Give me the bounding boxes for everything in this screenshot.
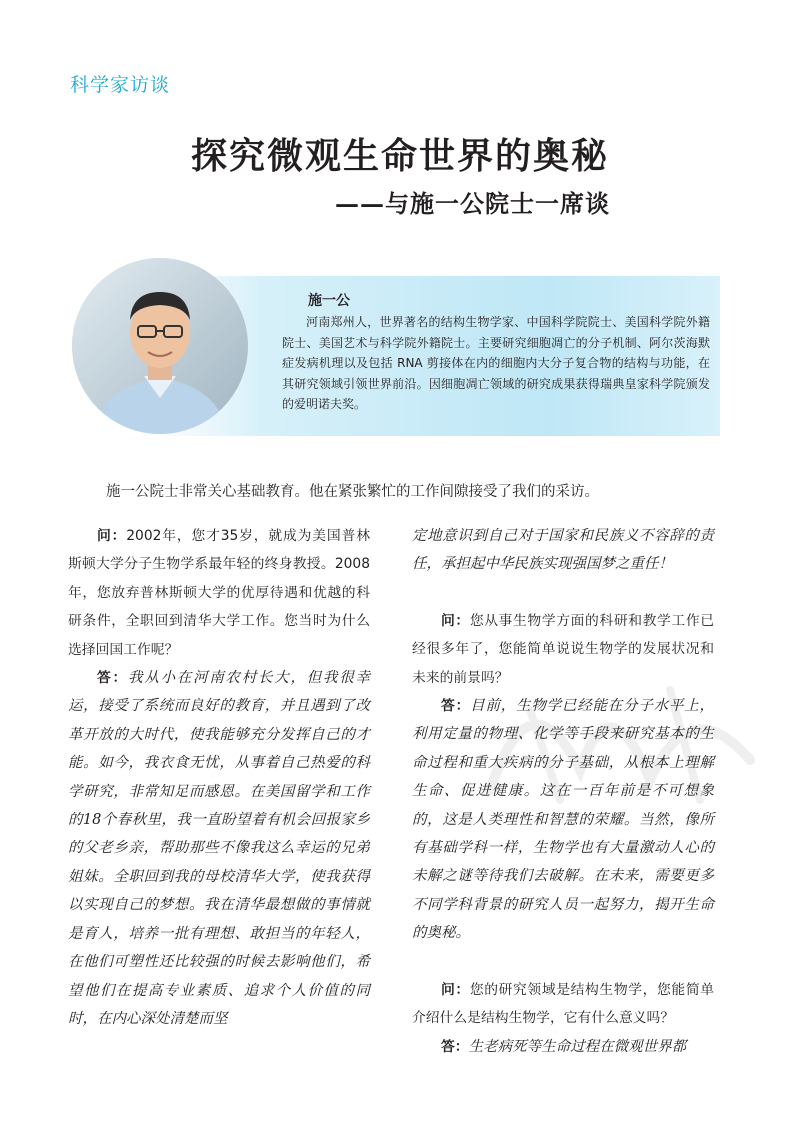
answer-label: 答： (441, 1038, 469, 1055)
question-label: 问： (97, 528, 127, 544)
answer-continuation (412, 522, 714, 579)
question-paragraph (412, 607, 714, 692)
answer-paragraph (412, 1033, 714, 1061)
answer-paragraph (412, 692, 714, 948)
intro-paragraph: 施一公院士非常关心基础教育。他在紧张繁忙的工作间隙接受了我们的采访。 (106, 484, 599, 500)
question-text: 2002年，您才35岁，就成为美国普林斯顿大学分子生物学系最年轻的终身教授。2008年，您放弃普林斯顿大学的优厚待遇和优越的科研条件，全职回到清华大学工作。您当时为什么选择回国工作呢？ (68, 528, 370, 658)
answer-text: 目前，生物学已经能在分子水平上，利用定量的物理、化学等手段来研究基本的生命过程和重大疾病的分子基础，从根本上理解生命、促进健康。这在一百年前是不可想象的，这是人类理性和智慧的荣耀。当然，像所有基础学科一样，生物学也有大量激动人心的未解之谜等待我们去破解。在未来，需要更多不同学科背景的研究人员一起努力，揭开生命的奥秘。 (412, 698, 714, 942)
answer-label: 答： (97, 670, 129, 687)
question-text: 您从事生物学方面的科研和教学工作已经很多年了，您能简单说说生物学的发展状况和未来的前景吗？ (412, 612, 715, 686)
portrait-illustration (72, 258, 248, 434)
answer-text: 我从小在河南农村长大，但我很幸运，接受了系统而良好的教育，并且遇到了改革开放的大时代，使我能够充分发挥自己的才能。如今，我衣食无忧，从事着自己热爱的科学研究，非常知足而感恩。在美国留学和工作的18个春秋里，我一直盼望着有机会回报家乡的父老乡亲，帮助那些不像我这么幸运的兄弟姐妹。全职回到我的母校清华大学，使我获得以实现自己的梦想。我在清华最想做的事情就是育人，培养一批有理想、敢担当的年轻人，在他们可塑性还比较强的时候去影响他们，希望他们在提高专业素质、追求个人价值的同时，在内心深处清楚而坚 (68, 670, 371, 1027)
bio-name: 施一公 (308, 293, 350, 309)
answer-text: 定地意识到自己对于国家和民族义不容辞的责任，承担起中华民族实现强国梦之重任！ (412, 528, 714, 573)
question-label: 问： (441, 981, 470, 998)
answer-paragraph (68, 664, 370, 1033)
question-paragraph (68, 522, 370, 664)
article-title: 探究微观生命世界的奥秘 (190, 135, 609, 177)
answer-label: 答： (441, 698, 471, 715)
question-label: 问： (441, 612, 470, 629)
article-subtitle: ——与施一公院士一席谈 (335, 189, 610, 218)
left-column (68, 522, 370, 1033)
question-text: 您的研究领域是结构生物学，您能简单介绍什么是结构生物学，它有什么意义吗？ (412, 981, 715, 1027)
question-paragraph (412, 976, 714, 1033)
bio-text: 河南郑州人，世界著名的结构生物学家、中国科学院院士、美国科学院外籍院士、美国艺术与科学院外籍院士。主要研究细胞凋亡的分子机制、阿尔茨海默症发病机理以及包括 RNA 剪接体在内的细胞内大分子复合物的结构与功能，在其研究领域引领世界前沿。因细胞凋亡领域的研究成果获得瑞典皇家科学院颁发的爱明诺夫奖。 (282, 315, 710, 411)
right-column (412, 522, 714, 1061)
section-label: 科学家访谈 (70, 74, 171, 96)
answer-text: 生老病死等生命过程在微观世界都 (468, 1038, 687, 1055)
portrait-photo (72, 258, 248, 434)
